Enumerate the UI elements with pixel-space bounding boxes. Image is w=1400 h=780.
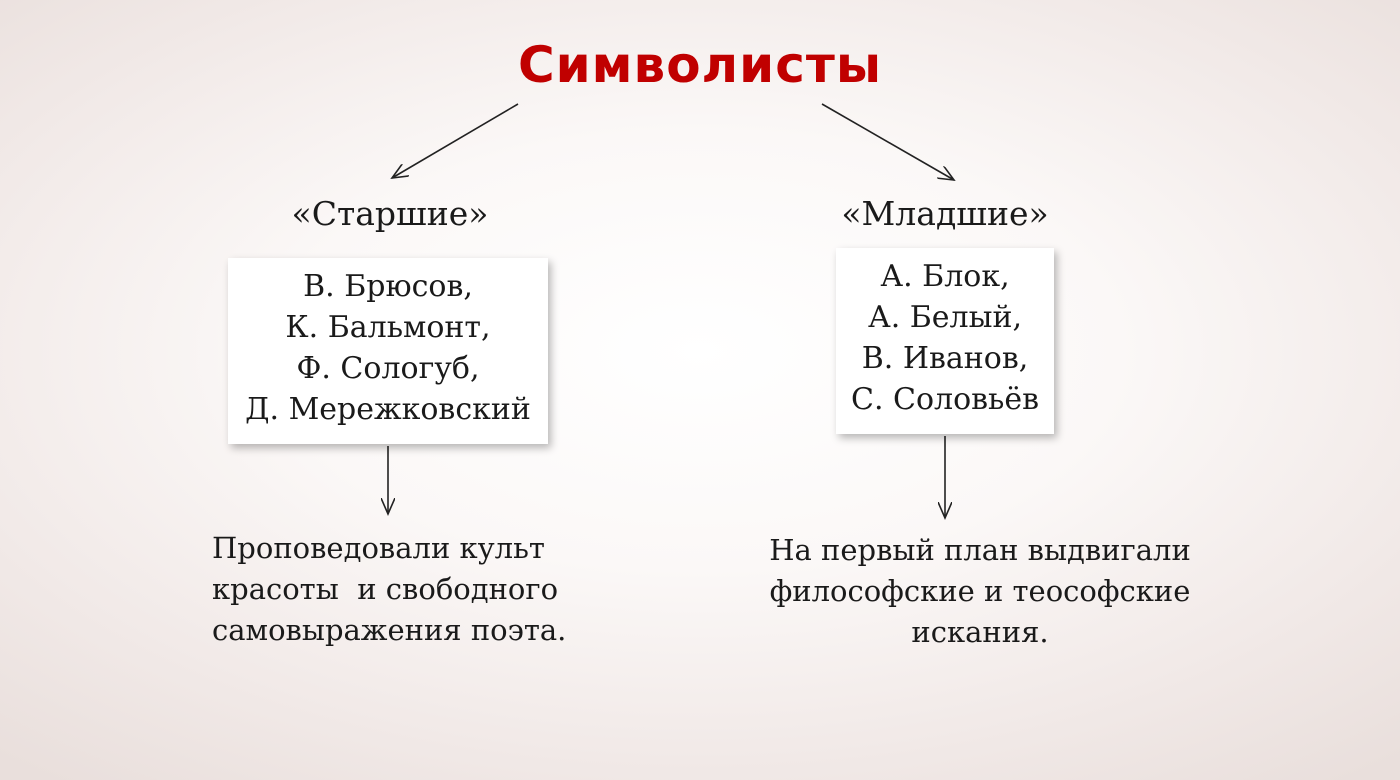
diagram-title: Символисты [517,36,883,94]
description-line: На первый план выдвигали [769,533,1191,567]
arrow-title-to-younger [822,104,954,180]
description-line: Проповедовали культ [212,531,545,565]
names-box-younger [836,248,1054,434]
poet-name: А. Блок, [880,259,1010,294]
poet-name: Д. Мережковский [245,392,531,427]
poet-name: С. Соловьёв [850,382,1040,417]
description-younger [740,530,1220,653]
poet-name: К. Бальмонт, [285,310,491,345]
arrow-title-to-elder [392,104,518,178]
poet-name: А. Белый, [867,300,1023,335]
group-label-younger: «Младшие» [841,194,1049,233]
group-label-elder: «Старшие» [291,194,489,233]
poet-name: Ф. Сологуб, [296,351,480,386]
description-line: самовыражения поэта. [212,613,567,647]
poet-name: В. Иванов, [861,341,1029,376]
names-box-elder [228,258,548,444]
description-line: философские и теософские [769,574,1191,608]
poet-name: В. Брюсов, [303,269,473,304]
description-line: красоты и свободного [212,572,559,606]
description-line: искания. [911,615,1049,649]
description-elder [212,528,612,651]
